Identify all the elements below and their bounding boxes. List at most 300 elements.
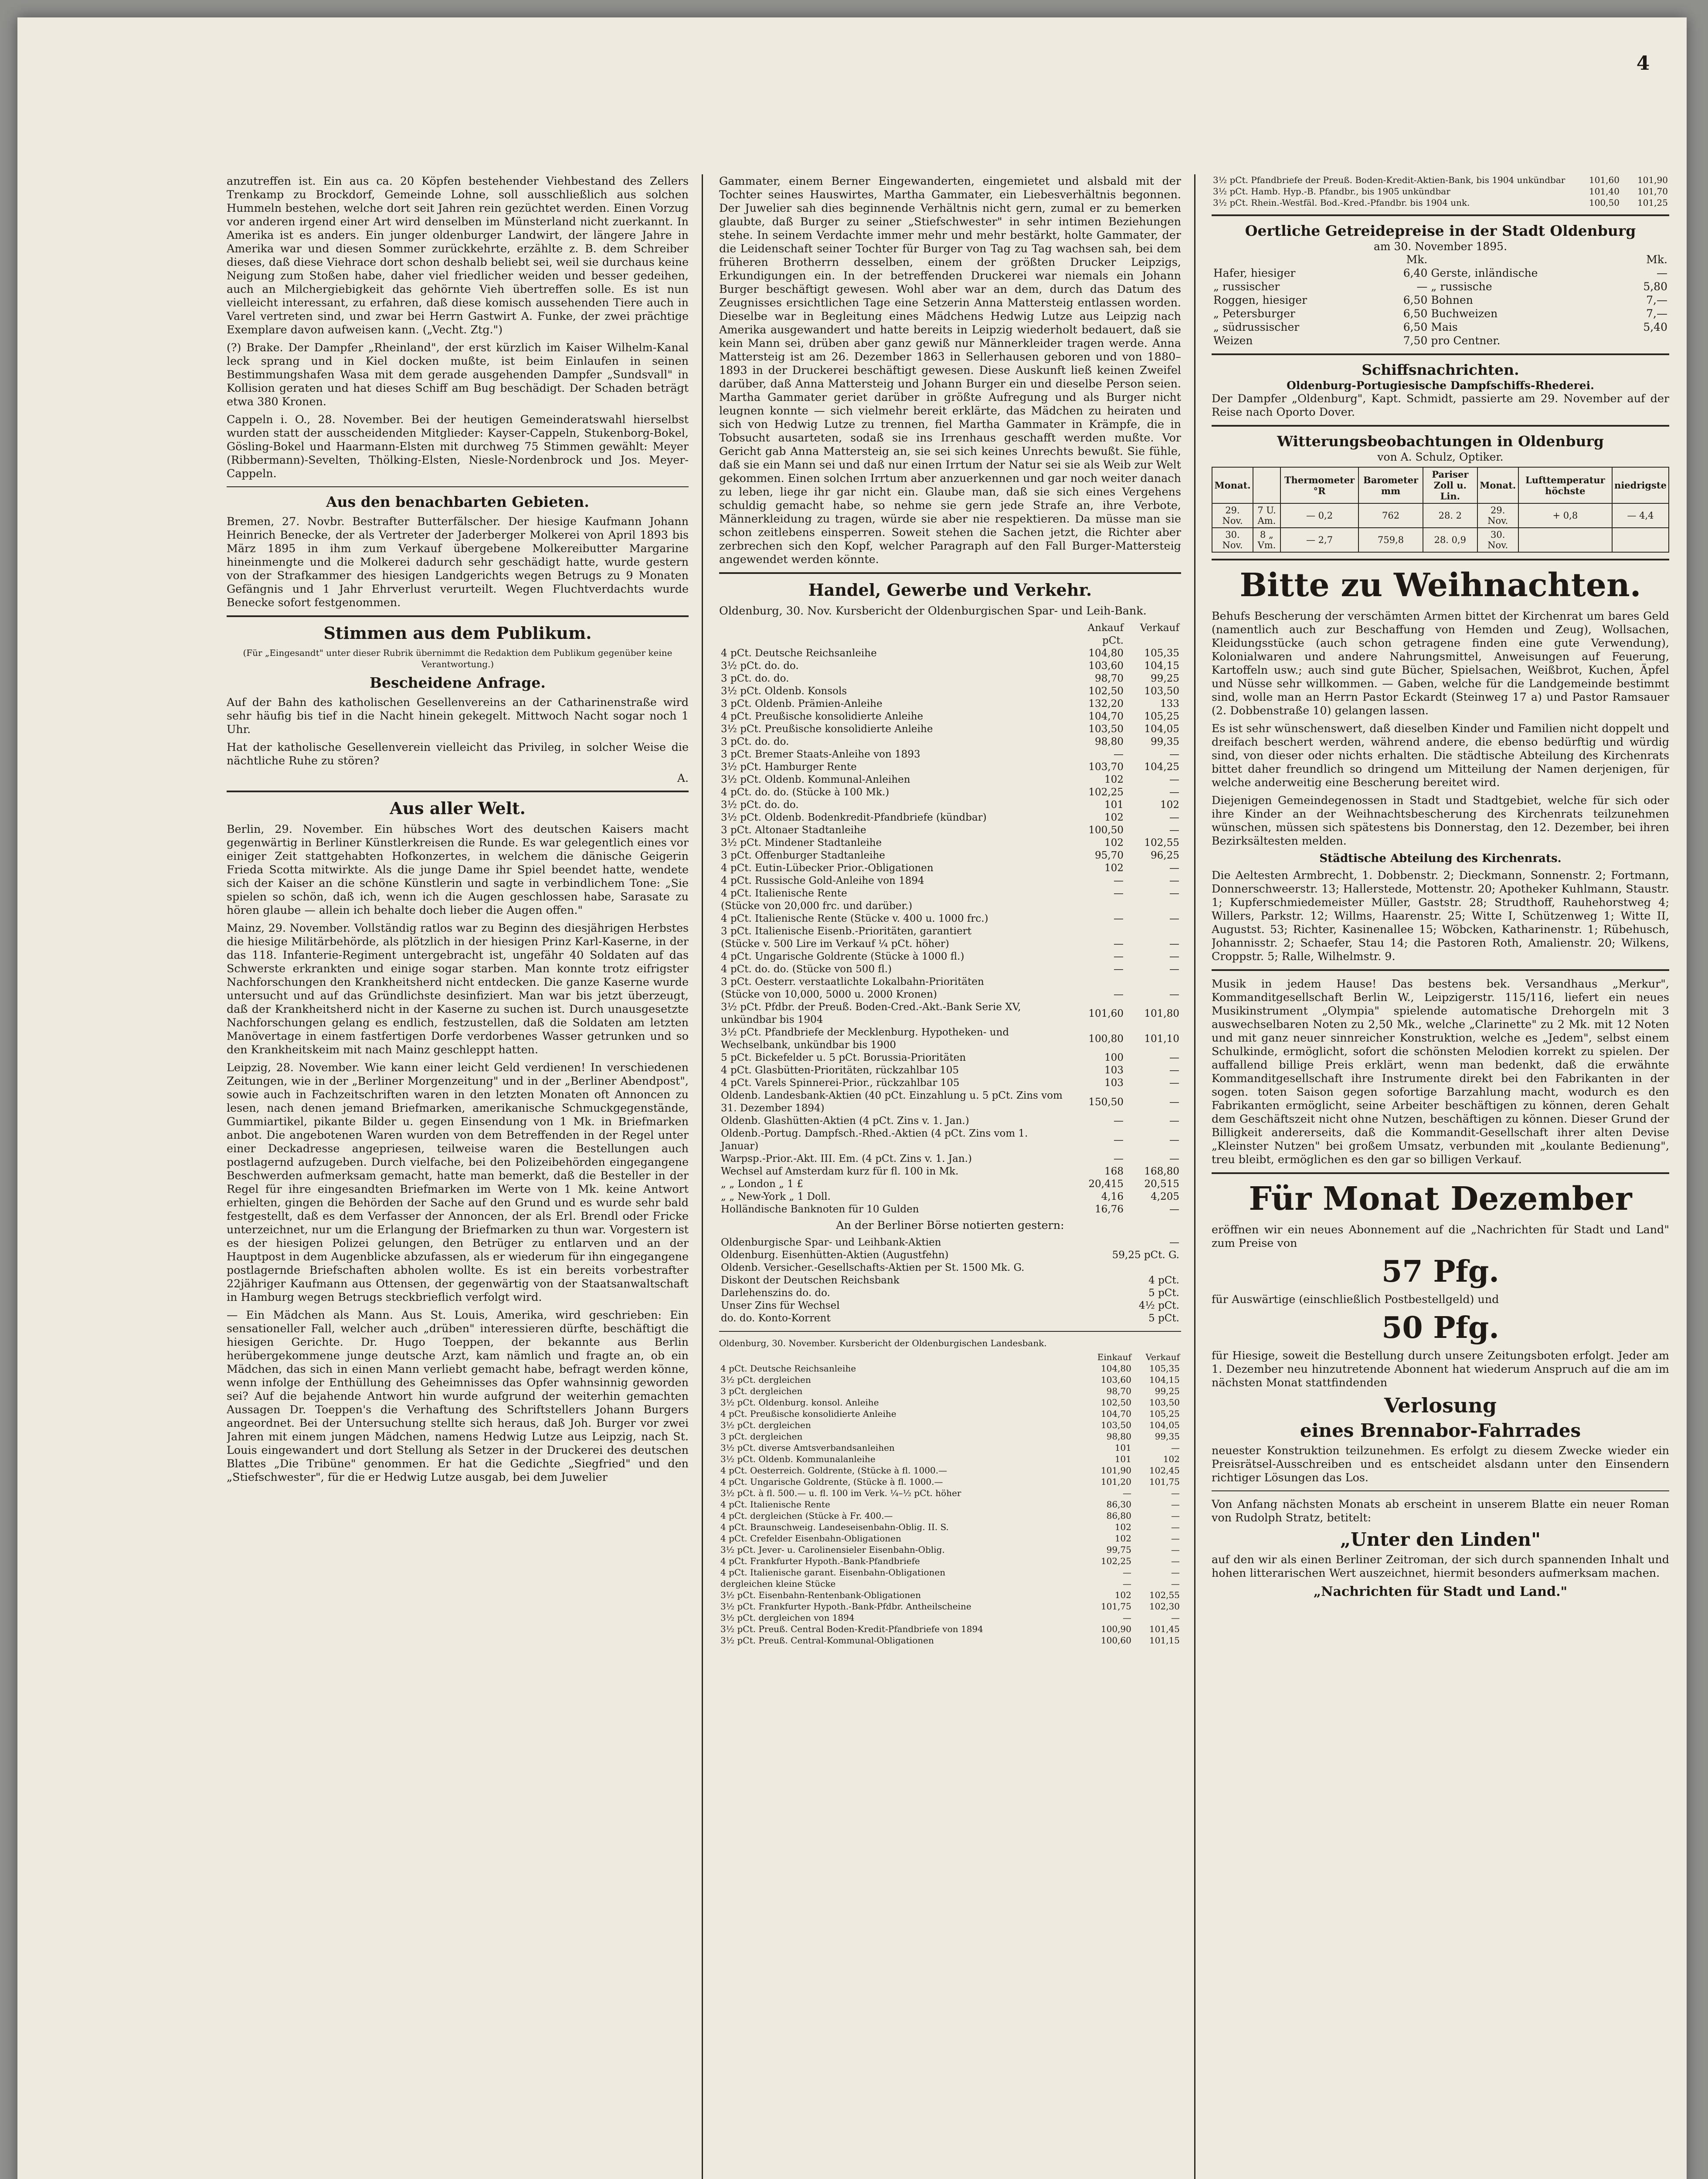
table-cell: 3½ pCt. Preuß. Central Boden-Kredit-Pfandbriefe von 1894 <box>720 1624 983 1634</box>
table-cell: 103,60 <box>1101 1375 1131 1385</box>
table-cell: — <box>1171 1442 1180 1453</box>
weather-header: Monat. <box>1212 467 1253 503</box>
table-cell: 4,205 <box>1151 1191 1179 1202</box>
table-cell: — <box>1171 1488 1180 1498</box>
weather-table <box>1212 467 1669 553</box>
table-cell: 3 pCt. Offenburger Stadtanleihe <box>721 850 885 861</box>
table-cell: 5 pCt. Bickefelder u. 5 pCt. Borussia-Prioritäten <box>721 1052 966 1063</box>
table-cell: — <box>1169 1052 1179 1063</box>
table-cell: — <box>1114 951 1124 962</box>
table-cell: 3½ pCt. Oldenb. Bodenkredit-Pfandbriefe (kündbar) <box>721 812 987 823</box>
table-cell: 104,15 <box>1144 660 1179 672</box>
table-row <box>719 1578 1181 1589</box>
kursbericht-table <box>719 622 1181 1216</box>
table-cell: — <box>1171 1499 1180 1510</box>
table-cell: — <box>1114 888 1124 899</box>
table-row <box>719 1165 1181 1178</box>
table-row <box>719 849 1181 862</box>
table-row <box>1212 266 1669 280</box>
table-cell: 104,70 <box>1088 711 1124 722</box>
table-cell: — 0,2 <box>1280 503 1358 528</box>
column-2 <box>719 174 1181 2179</box>
table-row <box>719 1601 1181 1612</box>
table-cell: 168,80 <box>1144 1166 1179 1177</box>
table-row <box>719 1555 1181 1567</box>
table-cell: 132,20 <box>1088 698 1124 709</box>
table-cell: — <box>1169 1153 1179 1164</box>
ad-roman-title: „Unter den Linden" <box>1340 1529 1541 1550</box>
table-cell: 4 pCt. Frankfurter Hypoth.-Bank-Pfandbriefe <box>720 1556 920 1566</box>
berlin-table <box>719 1236 1181 1325</box>
table-row <box>719 875 1181 887</box>
table-cell: 4 pCt. Varels Spinnerei-Prior., rückzahlbar 105 <box>721 1077 960 1089</box>
editorial-note: (Für „Eingesandt" unter dieser Rubrik übernimmt die Redaktion dem Publikum gegenüber keine Verantwortung.) <box>243 648 672 669</box>
table-cell: — <box>1114 938 1124 950</box>
ad-price-1: 57 Pfg. <box>1382 1254 1499 1289</box>
table-cell: 3½ pCt. do. do. <box>721 660 799 672</box>
table-row <box>719 1191 1181 1203</box>
table-cell: 3½ pCt. dergleichen <box>720 1375 811 1385</box>
table-cell: 4 pCt. Preußische konsolidierte Anleihe <box>720 1409 896 1419</box>
table-cell: — <box>1114 1153 1124 1164</box>
table-cell: 7 U. Am. <box>1253 503 1280 528</box>
table-cell: 4 pCt. Deutsche Reichsanleihe <box>721 648 877 659</box>
header-pct: pCt. <box>1102 635 1124 646</box>
table-cell: — <box>1169 1237 1179 1248</box>
table-cell: 4 pCt. Italienische Rente <box>721 888 847 899</box>
table-row <box>719 1385 1181 1397</box>
table-cell: — <box>1171 1533 1180 1544</box>
table-row <box>719 950 1181 963</box>
letter-paragraph: Auf der Bahn des katholischen Gesellenvereins an der Catharinenstraße wird sehr häufig bis tief in die Nacht hinein gekegelt. Mittwoch Nacht sogar noch 1 Uhr. <box>227 696 689 736</box>
table-cell: 3½ pCt. Oldenb. Kommunalanleihe <box>720 1454 876 1464</box>
table-cell: 4 pCt. Russische Gold-Anleihe von 1894 <box>721 875 924 886</box>
table-cell: 102,50 <box>1101 1397 1131 1408</box>
table-cell: — <box>1123 1612 1131 1623</box>
table-cell: 3 pCt. Altonaer Stadtanleihe <box>721 825 866 836</box>
table-cell: 3½ pCt. Hamb. Hyp.-B. Pfandbr., bis 1905 unkündbar <box>1213 186 1450 197</box>
table-cell: 3½ pCt. do. do. <box>721 799 799 811</box>
table-cell: 4 pCt. Preußische konsolidierte Anleihe <box>721 711 924 722</box>
table-cell: (Stücke v. 500 Lire im Verkauf ¼ pCt. höher) <box>721 938 949 950</box>
table-row <box>719 1178 1181 1191</box>
divider <box>1212 425 1669 427</box>
table-row <box>1212 293 1669 307</box>
bitte-paragraph: Behufs Bescherung der verschämten Armen bittet der Kirchenrat um bares Geld (namentlich auch zur Beschaffung von Hemden und Zeug), Wollsachen, Kleidungsstücke (auch schon getragene finden eine gute Verwendung), Kolonialwaren und andere Nahrungsmittel, Anweisungen auf Feuerung, Kartoffeln usw.; auch sind gute Bücher, Spielsachen, Weißbrot, Kuchen, Äpfel und Nüsse sehr willkommen. — Gaben, welche für die Landgemeinde bestimmt sind, wolle man an Herrn Pastor Eckardt (Steinweg 17 a) und Pastor Ramsauer (2. Dobbenstraße 10) gelangen lassen. <box>1212 609 1669 717</box>
table-cell: 98,70 <box>1106 1386 1131 1396</box>
bitte-paragraph: Es ist sehr wünschenswert, daß dieselben Kinder und Familien nicht doppelt und dreifach beschert werden, während andere, die ebenso bedürftig und würdig sind, von dieser oder nichts erhalten. Die städtische Abteilung des Kirchenrats bittet daher freundlich so dringend um Mitteilung der Namen derjenigen, für welche anderweitig eine Bescherung bereitet wird. <box>1212 722 1669 789</box>
table-row <box>719 1077 1181 1090</box>
table-cell <box>1125 900 1181 913</box>
table-cell: — <box>1169 1204 1179 1215</box>
table-cell: 3½ pCt. Oldenb. Konsols <box>721 686 847 697</box>
table-row <box>719 1300 1181 1312</box>
table-cell: 5,80 <box>1643 280 1667 293</box>
table-row <box>719 1521 1181 1533</box>
table-cell: — <box>1114 913 1124 924</box>
table-cell: 102 <box>1114 1533 1131 1544</box>
ad-text: eröffnen wir ein neues Abonnement auf die „Nachrichten für Stadt und Land" zum Preise von <box>1212 1223 1669 1249</box>
table-cell: Roggen, hiesiger <box>1213 294 1307 306</box>
table-cell: 28. 2 <box>1423 503 1477 528</box>
divider <box>1212 214 1669 216</box>
table-row <box>719 1397 1181 1408</box>
table-row <box>719 887 1181 900</box>
table-cell: 101,75 <box>1149 1476 1180 1487</box>
divider <box>227 615 689 617</box>
table-cell: 99,75 <box>1106 1544 1131 1555</box>
table-cell: 762 <box>1358 503 1423 528</box>
table-cell: 4 pCt. Braunschweig. Landeseisenbahn-Oblig. II. S. <box>720 1522 949 1532</box>
table-row <box>719 824 1181 837</box>
table-cell: 3½ pCt. Preußische konsolidierte Anleihe <box>721 723 933 735</box>
grain-table <box>1212 253 1669 347</box>
table-cell: 16,76 <box>1095 1204 1124 1215</box>
landesbank-table <box>719 1351 1181 1646</box>
table-cell: 102 <box>1104 774 1124 785</box>
table-cell: 99,25 <box>1151 673 1179 684</box>
table-row <box>719 1127 1181 1153</box>
table-cell: Bohnen <box>1431 294 1473 306</box>
article-leipzig: Leipzig, 28. November. Wie kann einer leicht Geld verdienen! In verschiedenen Zeitungen, wie in der „Berliner Morgenzeitung" und in der „Berliner Abendpost", sowie auch in Fachzeitschriften waren in den letzten Monaten oft Annoncen zu lesen, nach denen jemand Briefmarken, amerikanische Schmuckgegenstände, Gummiartikel, pikante Bilder u. gegen Einsendung von 1 Mk. in Briefmarken anbot. Die angebotenen Waren wurden von dem Betreffenden in der Regel unter einer Deckadresse angepriesen, teilweise waren die Bestellungen auch postlagernd aufzugeben. Durch vielfache, bei den Polizeibehörden eingegangene Beschwerden aufmerksam gemacht, hatte man bemerkt, daß die Besteller in der Regel für ihre eingesandten Briefmarken im Werte von 1 Mk. keine Antwort erhielten, gingen die Behörden der Sache auf den Grund und es wurde sehr bald festgestellt, daß es dem Verfasser der Annoncen, der als Erl. Brendl oder Fricke unterzeichnet, nur um die Erlangung der Briefmarken zu thun war. Vorgestern ist es der hiesigen Polizei gelungen, den Betrüger zu entlarven und an der Hauptpost in dem Augenblicke abzufassen, als er wiederum für ihn eingegangene postlagernde Briefschaften abholen wollte. Es ist ein bereits vorbestrafter 22jähriger Kaufmann aus Ottensen, der gegenwärtig von der Staatsanwaltschaft in Hamburg wegen Betrugs steckbrieflich verfolgt wird. <box>227 1061 689 1303</box>
table-row <box>719 1312 1181 1325</box>
table-cell: 3½ pCt. Frankfurter Hypoth.-Bank-Pfdbr. Antheilscheine <box>720 1601 971 1612</box>
header-verkauf2: Verkauf <box>1145 1352 1180 1362</box>
table-cell: 103,50 <box>1088 723 1124 735</box>
table-row <box>719 1153 1181 1165</box>
heading-schiff: Schiffsnachrichten. <box>1362 361 1519 378</box>
table-cell: 4 pCt. dergleichen (Stücke à Fr. 400.— <box>720 1510 893 1521</box>
ad-text: für Hiesige, soweit die Bestellung durch unsere Zeitungsboten erfolgt. Jeder am 1. Dezember neu hinzutretende Abonnent hat wiederum Anspruch auf die am im nächsten Monat stattfindenden <box>1212 1349 1669 1389</box>
table-cell: Oldenb. Versicher.-Gesellschafts-Aktien per St. 1500 Mk. G. <box>721 1262 1025 1273</box>
table-row <box>719 1544 1181 1555</box>
table-row <box>719 1499 1181 1510</box>
table-cell: 101,45 <box>1149 1624 1180 1634</box>
table-cell: — <box>1171 1544 1180 1555</box>
table-cell: — <box>1169 774 1179 785</box>
bitte-elders: Die Aeltesten Armbrecht, 1. Dobbenstr. 2; Dieckmann, Sonnenstr. 2; Fortmann, Donnerschweerstr. 13; Hallerstede, Mottenstr. 20; Apotheker Kuhlmann, Staustr. 1; Kupferschmiedemeister Müller, Gaststr. 28; Strudthoff, Rauhehorstweg 4; Willers, Parkstr. 12; Willms, Haarenstr. 25; Witte I, Schützenweg 1; Witte II, Augustst. 53; Richter, Kasinenallee 15; Wöbcken, Katharinenstr. 1; Rübehusch, Johannisstr. 2; Schaefer, Stau 14; die Pastoren Roth, Amalienstr. 20; Wilkens, Croppstr. 5; Ralle, Wilhelmstr. 9. <box>1212 869 1669 963</box>
article-berlin: Berlin, 29. November. Ein hübsches Wort des deutschen Kaisers macht gegenwärtig in Berliner Künstlerkreisen die Runde. Es war gelegentlich eines vor einiger Zeit stattgehabten Hofkonzertes, in welchem die dänische Geigerin Frieda Scotta mitwirkte. Als die junge Dame ihr Spiel beendet hatte, wendete sich der Kaiser an die schöne Künstlerin und sagte in verbindlichem Tone: „Sie spielen so schön, daß ich, wenn ich die Augen geschlossen habe, Sarasate zu hören glaube — allein ich behalte doch lieber die Augen offen." <box>227 822 689 916</box>
table-row <box>719 1533 1181 1544</box>
table-cell: 101,10 <box>1144 1033 1179 1045</box>
table-cell: — <box>1169 1115 1179 1127</box>
musik-ad: Musik in jedem Hause! Das bestens bek. Versandhaus „Merkur", Kommanditgesellschaft Berlin W., Leipzigerstr. 115/116, liefert ein neues Musikinstrument „Olympia" spielende automatische Drehorgeln mit 3 auswechselbaren Noten zu 2,50 Mk., welche „Clarinette" zu 2 Mk. mit 12 Noten und mit ganz neuer sinnreicher Konstruktion, welche es „Jedem", selbst einem Schulkinde, ermöglicht, sofort die schönsten Melodien korrekt zu spielen. Der auffallend billige Preis erklärt, wenn man bedenkt, daß die erwähnte Kommanditgesellschaft ihre Instrumente direkt bei den Fabrikanten in der sogen. toten Saison gegen sofortige Barzahlung macht, wodurch es den Fabrikanten ermöglicht, seine Arbeiter beschäftigen zu können, deren Gehalt dem Geschäftszeit nicht ohne Nutzen, beschäftigen zu können. Dieser Grund der Billigkeit andererseits, daß die Kommandit-Gesellschaft ihrer alten Devise „Kleinster Nutzen" bei großem Umsatz, verbunden mit „koulante Bedienung", treu bleibt, ermöglichen es den gar so billigen Verkauf. <box>1212 977 1669 1166</box>
weather-header <box>1253 467 1280 503</box>
table-cell: 3½ pCt. diverse Amtsverbandsanleihen <box>720 1442 895 1453</box>
table-cell: 100,50 <box>1589 197 1620 208</box>
table-row <box>719 1623 1181 1635</box>
table-row <box>1212 280 1669 293</box>
table-cell: 4 pCt. Glasbütten-Prioritäten, rückzahlbar 105 <box>721 1065 959 1076</box>
table-row <box>719 1236 1181 1249</box>
table-cell: 168 <box>1104 1166 1124 1177</box>
table-row <box>1212 528 1669 552</box>
table-cell: 59,25 pCt. G. <box>1112 1249 1179 1261</box>
heading-witterung: Witterungsbeobachtungen in Oldenburg <box>1277 433 1604 450</box>
kursbericht-intro: Oldenburg, 30. Nov. Kursbericht der Oldenburgischen Spar- und Leih-Bank. <box>719 604 1147 617</box>
ad-text: Von Anfang nächsten Monats ab erscheint in unserem Blatte ein neuer Roman von Rudolph Stratz, betitelt: <box>1212 1497 1669 1524</box>
table-cell: 3½ pCt. Preuß. Central-Kommunal-Obligationen <box>720 1635 934 1646</box>
table-cell: 102,50 <box>1088 686 1124 697</box>
table-cell <box>1070 976 1125 988</box>
table-cell: 3 pCt. dergleichen <box>720 1386 803 1396</box>
table-row <box>719 1419 1181 1431</box>
table-cell: — <box>1171 1522 1180 1532</box>
table-cell: — <box>1169 862 1179 874</box>
table-cell: 5 pCt. <box>1148 1287 1179 1299</box>
table-cell: — <box>1169 749 1179 760</box>
table-cell: 102 <box>1160 799 1179 811</box>
table-cell: 100,60 <box>1101 1635 1131 1646</box>
table-cell: 6,50 <box>1403 294 1428 306</box>
table-row <box>1212 174 1669 186</box>
table-cell: 102 <box>1104 837 1124 849</box>
table-cell: 105,35 <box>1144 648 1179 659</box>
table-cell: — <box>1123 1578 1131 1589</box>
table-row <box>719 698 1181 710</box>
divider <box>1212 969 1669 971</box>
table-cell: 133 <box>1160 698 1179 709</box>
column-1 <box>227 174 689 2179</box>
table-row <box>719 1635 1181 1646</box>
table-row <box>719 660 1181 672</box>
table-cell: 5 pCt. <box>1148 1313 1179 1324</box>
table-cell: 3½ pCt. Pfandbriefe der Mecklenburg. Hypotheken- und Wechselbank, unkündbar bis 1900 <box>721 1027 1009 1051</box>
table-cell: 101 <box>1114 1442 1131 1453</box>
table-cell: 98,80 <box>1095 736 1124 747</box>
table-cell: — <box>1169 938 1179 950</box>
table-cell: 101,15 <box>1149 1635 1180 1646</box>
table-cell: 3½ pCt. Hamburger Rente <box>721 761 857 773</box>
table-cell: Holländische Banknoten für 10 Gulden <box>721 1204 919 1215</box>
subscription-ad <box>1212 1180 1669 1599</box>
header-einkauf: Einkauf <box>1097 1352 1131 1362</box>
article-brake: (?) Brake. Der Dampfer „Rheinland", der erst kürzlich im Kaiser Wilhelm-Kanal leck sprang und in Kiel docken mußte, ist beim Einlaufen in seinen Bestimmungshafen Wasa mit dem gerade ausgehenden Dampfer „Sundsvall" in Kollision geraten und hat dieses Schiff am Bug beschädigt. Der Schaden beträgt etwa 380 Kronen. <box>227 341 689 408</box>
table-cell: 29. Nov. <box>1477 503 1518 528</box>
divider <box>1212 353 1669 355</box>
table-cell: Diskont der Deutschen Reichsbank <box>721 1275 900 1286</box>
table-cell: 4 pCt. Italienische garant. Eisenbahn-Obligationen <box>720 1567 946 1578</box>
table-cell: 99,35 <box>1155 1431 1180 1442</box>
weather-header: Thermometer °R <box>1280 467 1358 503</box>
article-cappeln: Cappeln i. O., 28. November. Bei der heutigen Gemeinderatswahl hierselbst wurden statt der ausscheidenden Mitglieder: Kayser-Cappeln, Stukenborg-Bokel, Gösling-Bokel und Haarmann-Elsten mit durchweg 75 Stimmen gewählt: Meyer (Ribbermann)-Sevelten, Thölking-Elsten, Niesle-Nordenbrock und Jos. Meyer-Cappeln. <box>227 413 689 480</box>
witterung-sub: von A. Schulz, Optiker. <box>1377 451 1504 463</box>
table-cell: 20,515 <box>1144 1178 1179 1190</box>
table-row <box>719 685 1181 698</box>
table-cell: 101,70 <box>1637 186 1668 197</box>
table-row <box>719 1287 1181 1300</box>
ad-title: Für Monat Dezember <box>1249 1180 1632 1218</box>
table-cell: 104,25 <box>1144 761 1179 773</box>
table-cell: 29. Nov. <box>1212 503 1253 528</box>
unit-mk: Mk. <box>1646 253 1667 266</box>
table-cell: — <box>1114 1115 1124 1127</box>
table-row <box>719 647 1181 660</box>
table-cell: 6,50 <box>1403 321 1428 333</box>
table-cell: — <box>1169 1077 1179 1089</box>
letter-signature: A. <box>677 772 689 784</box>
page-number: 4 <box>1636 52 1650 75</box>
berlin-title: An der Berliner Börse notierten gestern: <box>836 1218 1064 1232</box>
table-cell: 100,50 <box>1088 825 1124 836</box>
table-cell: — <box>1123 1488 1131 1498</box>
column-separator <box>1194 174 1195 2179</box>
table-cell: 102 <box>1163 1454 1180 1464</box>
divider <box>1212 1490 1669 1491</box>
table-cell: Oldenburgische Spar- und Leihbank-Aktien <box>721 1237 941 1248</box>
table-cell: 3½ pCt. Eisenbahn-Rentenbank-Obligationen <box>720 1590 921 1600</box>
table-cell: 150,50 <box>1088 1096 1124 1108</box>
table-cell: 3½ pCt. Mindener Stadtanleihe <box>721 837 882 849</box>
table-cell: — <box>1123 1567 1131 1578</box>
ad-text: neuester Konstruktion teilzunehmen. Es erfolgt zu diesem Zwecke wieder ein Preisrätsel-Ausschreiben und es entscheidet alsdann unter den Einsendern richtiger Lösungen das Los. <box>1212 1444 1669 1484</box>
table-cell: 759,8 <box>1358 528 1423 552</box>
table-cell: Mais <box>1431 321 1458 333</box>
table-row <box>719 1442 1181 1453</box>
weather-header: Pariser Zoll u. Lin. <box>1423 467 1477 503</box>
table-cell: — <box>1114 989 1124 1000</box>
table-row <box>719 799 1181 811</box>
table-cell: — <box>1169 812 1179 823</box>
table-row <box>719 1090 1181 1115</box>
unit-mk: Mk. <box>1406 253 1428 266</box>
table-cell: — <box>1114 749 1124 760</box>
divider <box>227 486 689 487</box>
table-cell: Unser Zins für Wechsel <box>721 1300 840 1311</box>
table-row <box>719 963 1181 976</box>
table-cell: dergleichen kleine Stücke <box>720 1578 836 1589</box>
table-row <box>719 1487 1181 1499</box>
schiff-text: Der Dampfer „Oldenburg", Kapt. Schmidt, passierte am 29. November auf der Reise nach Oporto Dover. <box>1212 392 1669 418</box>
table-cell: 102 <box>1114 1590 1131 1600</box>
weather-header: Barometer mm <box>1358 467 1423 503</box>
table-row <box>719 1408 1181 1419</box>
table-cell: — <box>1169 989 1179 1000</box>
table-cell: 101 <box>1114 1454 1131 1464</box>
table-cell: — <box>1169 913 1179 924</box>
table-cell: — <box>1114 875 1124 886</box>
article-paragraph: anzutreffen ist. Ein aus ca. 20 Köpfen bestehender Viehbestand des Zellers Trenkamp zu Brockdorf, Gemeinde Lohne, soll ausschließlich aus solchen Hummeln bestehen, welche dort seit Jahren rein gezüchtet werden. Einen Vorzug vor anderen irgend einer Art wird denselben im Münsterland nicht zuerkannt. In Amerika ist es anders. Ein junger oldenburger Landwirt, der längere Jahre in Amerika war und diesen Sommer zurückkehrte, erzählte z. B. dem Schreiber dieses, daß diese Viehrace dort schon deshalb beliebt sei, weil sie durchaus keine Neigung zum Stoßen habe, daher viel friedlicher weiden und besser gedeihen, auch an Milchergiebigkeit das gehörnte Vieh übertreffen solle. Es ist nun vielleicht interessant, zu erfahren, daß diese komisch aussehenden Tiere auch in Varel vertreten sind, und zwar bei Herrn Gastwirt A. Funke, der zwei prächtige Exemplare davon aufweisen kann. („Vecht. Ztg.") <box>227 174 689 336</box>
table-cell: 104,15 <box>1149 1375 1180 1385</box>
table-cell: 101,75 <box>1101 1601 1131 1612</box>
divider <box>1212 559 1669 560</box>
table-cell: 98,80 <box>1106 1431 1131 1442</box>
table-row <box>1212 503 1669 528</box>
table-row <box>1212 197 1669 208</box>
table-cell: 100,80 <box>1088 1033 1124 1045</box>
weather-header: Monat. <box>1477 467 1518 503</box>
table-row <box>719 1431 1181 1442</box>
table-cell: „ „ New-York „ 1 Doll. <box>721 1191 831 1202</box>
table-cell: 104,05 <box>1149 1420 1180 1430</box>
table-cell <box>1612 528 1669 552</box>
table-row <box>719 925 1181 938</box>
table-cell: 105,25 <box>1149 1409 1180 1419</box>
table-cell: 6,40 <box>1403 267 1428 279</box>
table-row <box>719 1203 1181 1216</box>
table-cell: 102,30 <box>1149 1601 1180 1612</box>
ad-price-2: 50 Pfg. <box>1382 1310 1499 1345</box>
table-row <box>719 1465 1181 1476</box>
table-cell: — <box>1171 1510 1180 1521</box>
divider <box>227 791 689 792</box>
table-cell: — <box>1169 951 1179 962</box>
table-cell: 4 pCt. Crefelder Eisenbahn-Obligationen <box>720 1533 901 1544</box>
table-row <box>719 1589 1181 1601</box>
table-row <box>719 748 1181 761</box>
table-cell: — <box>1416 280 1428 293</box>
table-cell: 98,70 <box>1095 673 1124 684</box>
table-cell: 3 pCt. Oldenb. Prämien-Anleihe <box>721 698 883 709</box>
table-cell: 4 pCt. do. do. (Stücke von 500 fl.) <box>721 964 892 975</box>
table-cell: 101,80 <box>1144 1008 1179 1019</box>
table-row <box>719 1567 1181 1578</box>
table-cell: 7,— <box>1646 294 1667 306</box>
table-cell: Buchweizen <box>1431 307 1498 320</box>
ad-signature: „Nachrichten für Stadt und Land." <box>1313 1584 1568 1599</box>
table-cell: 4 pCt. Eutin-Lübecker Prior.-Obligationen <box>721 862 934 874</box>
table-cell: — <box>1169 1065 1179 1076</box>
table-cell: — <box>1169 787 1179 798</box>
table-cell: 3½ pCt. dergleichen von 1894 <box>720 1612 855 1623</box>
table-cell: Darlehenszins do. do. <box>721 1287 830 1299</box>
table-cell: (Stücke von 10,000, 5000 u. 2000 Kronen) <box>721 989 937 1000</box>
ad-fahrrad: eines Brennabor-Fahrrades <box>1300 1420 1581 1441</box>
table-row <box>719 976 1181 988</box>
table-cell: 105,35 <box>1149 1363 1180 1374</box>
table-cell: Gerste, inländische <box>1431 267 1538 279</box>
table-row <box>719 1363 1181 1374</box>
table-row <box>719 710 1181 723</box>
table-cell: 4 pCt. Italienische Rente (Stücke v. 400 u. 1000 frc.) <box>721 913 988 924</box>
table-cell: 102,45 <box>1149 1465 1180 1476</box>
table-cell: Oldenb. Landesbank-Aktien (40 pCt. Einzahlung u. 5 pCt. Zins vom 31. Dezember 1894) <box>721 1090 1063 1114</box>
table-row <box>719 913 1181 925</box>
table-cell: + 0,8 <box>1518 503 1612 528</box>
table-cell: 103,50 <box>1144 686 1179 697</box>
table-row <box>719 862 1181 875</box>
table-row <box>719 988 1181 1001</box>
table-cell: 102 <box>1114 1522 1131 1532</box>
table-cell: 101,20 <box>1101 1476 1131 1487</box>
table-cell: 4 pCt. Italienische Rente <box>720 1499 830 1510</box>
table-row <box>719 1612 1181 1623</box>
bitte-signature: Städtische Abteilung des Kirchenrats. <box>1319 852 1562 865</box>
table-cell: 4 pCt. <box>1148 1275 1179 1286</box>
table-cell: 4 pCt. Ungarische Goldrente (Stücke à 1000 fl.) <box>721 951 964 962</box>
table-cell: — <box>1169 875 1179 886</box>
table-row <box>719 1026 1181 1052</box>
weather-header: Lufttemperatur höchste <box>1518 467 1612 503</box>
table-row <box>719 1052 1181 1064</box>
table-cell: 7,— <box>1646 307 1667 320</box>
table-row <box>719 900 1181 913</box>
table-cell: 101,90 <box>1637 175 1668 185</box>
table-row <box>719 1510 1181 1521</box>
table-cell <box>1618 334 1669 347</box>
table-row <box>719 837 1181 849</box>
ad-text: auf den wir als einen Berliner Zeitroman, der sich durch spannenden Inhalt und hohen litterarischen Wert auszeichnet, hiermit besonders aufmerksam machen. <box>1212 1553 1669 1579</box>
table-cell: 28. 0,9 <box>1423 528 1477 552</box>
table-cell: 103,60 <box>1088 660 1124 672</box>
table-cell: pro Centner. <box>1431 334 1501 347</box>
table-cell: — <box>1169 888 1179 899</box>
table-cell: 3 pCt. dergleichen <box>720 1431 803 1442</box>
table-cell: 103,50 <box>1149 1397 1180 1408</box>
table-cell: 3½ pCt. Rhein.-Westfäl. Bod.-Kred.-Pfandbr. bis 1904 unk. <box>1213 197 1470 208</box>
table-cell: 95,70 <box>1095 850 1124 861</box>
table-row <box>1212 186 1669 197</box>
